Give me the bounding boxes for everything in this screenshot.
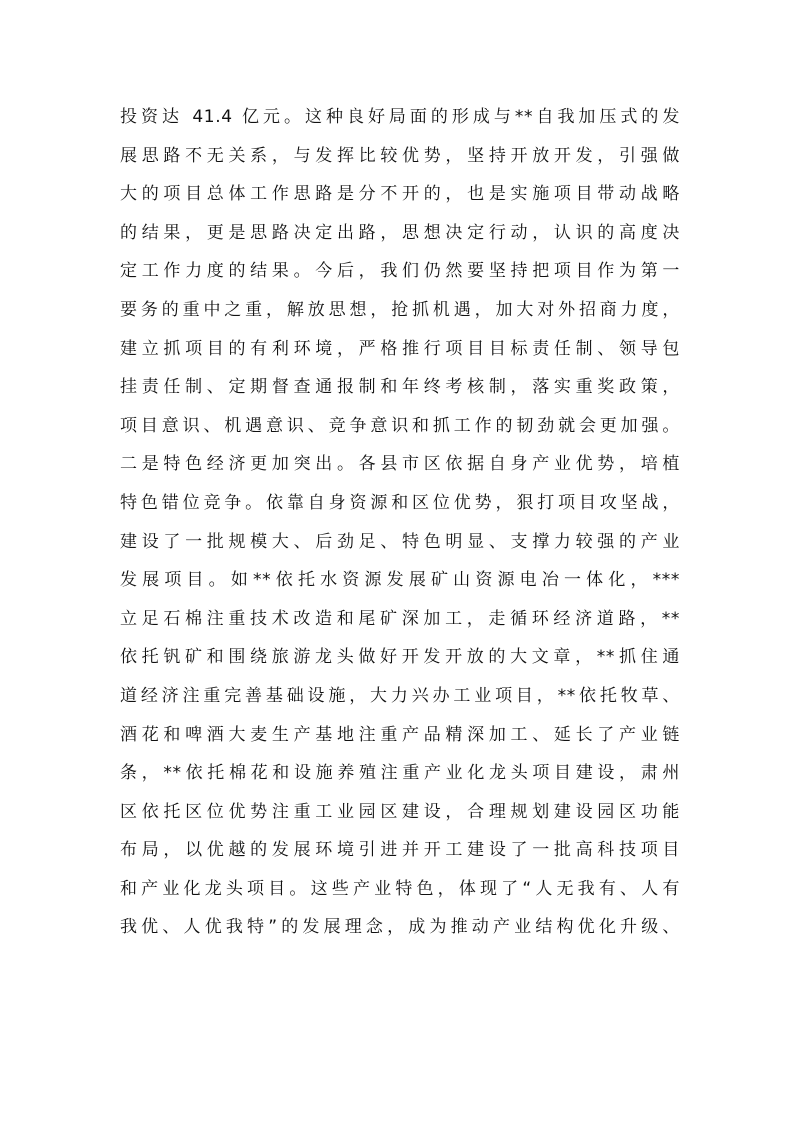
text-line: 要务的重中之重，解放思想，抢抓机遇，加大对外招商力度， <box>120 299 680 320</box>
text-line: 发展项目。如**依托水资源发展矿山资源电冶一体化，*** <box>120 570 680 591</box>
text-line: 区依托区位优势注重工业园区建设，合理规划建设园区功能 <box>120 801 680 822</box>
text-line: 依托钒矿和围绕旅游龙头做好开发开放的大文章，**抓住通 <box>120 647 680 668</box>
text-line: 建设了一批规模大、后劲足、特色明显、支撑力较强的产业 <box>120 531 680 552</box>
text-line: 建立抓项目的有利环境，严格推行项目目标责任制、领导包 <box>120 338 680 359</box>
text-line: 大的项目总体工作思路是分不开的，也是实施项目带动战略 <box>120 184 680 205</box>
text-line: 项目意识、机遇意识、竞争意识和抓工作的韧劲就会更加强。 <box>120 415 680 436</box>
text-line: 道经济注重完善基础设施，大力兴办工业项目，**依托牧草、 <box>120 685 680 706</box>
text-line: 二是特色经济更加突出。各县市区依据自身产业优势，培植 <box>120 454 680 475</box>
text-line: 我优、人优我特”的发展理念，成为推动产业结构优化升级、 <box>120 917 680 938</box>
paragraph-characteristic-economy <box>120 445 680 947</box>
text-line: 定工作力度的结果。今后，我们仍然要坚持把项目作为第一 <box>120 261 680 282</box>
text-line: 的结果，更是思路决定出路，思想决定行动，认识的高度决 <box>120 222 680 243</box>
text-line: 特色错位竞争。依靠自身资源和区位优势，狠打项目攻坚战， <box>120 492 680 513</box>
paragraph-investment <box>120 98 680 445</box>
document-body <box>120 98 680 947</box>
text-line: 和产业化龙头项目。这些产业特色，体现了“人无我有、人有 <box>120 878 680 899</box>
text-line: 布局，以优越的发展环境引进并开工建设了一批高科技项目 <box>120 840 680 861</box>
text-line: 投资达 41.4 亿元。这种良好局面的形成与**自我加压式的发 <box>120 107 680 127</box>
text-line: 展思路不无关系，与发挥比较优势，坚持开放开发，引强做 <box>120 145 680 166</box>
text-line: 条，**依托棉花和设施养殖注重产业化龙头项目建设，肃州 <box>120 763 680 784</box>
text-line: 酒花和啤酒大麦生产基地注重产品精深加工、延长了产业链 <box>120 724 680 745</box>
text-line: 挂责任制、定期督查通报制和年终考核制，落实重奖政策， <box>120 377 680 398</box>
text-line: 立足石棉注重技术改造和尾矿深加工，走循环经济道路，** <box>120 608 680 629</box>
